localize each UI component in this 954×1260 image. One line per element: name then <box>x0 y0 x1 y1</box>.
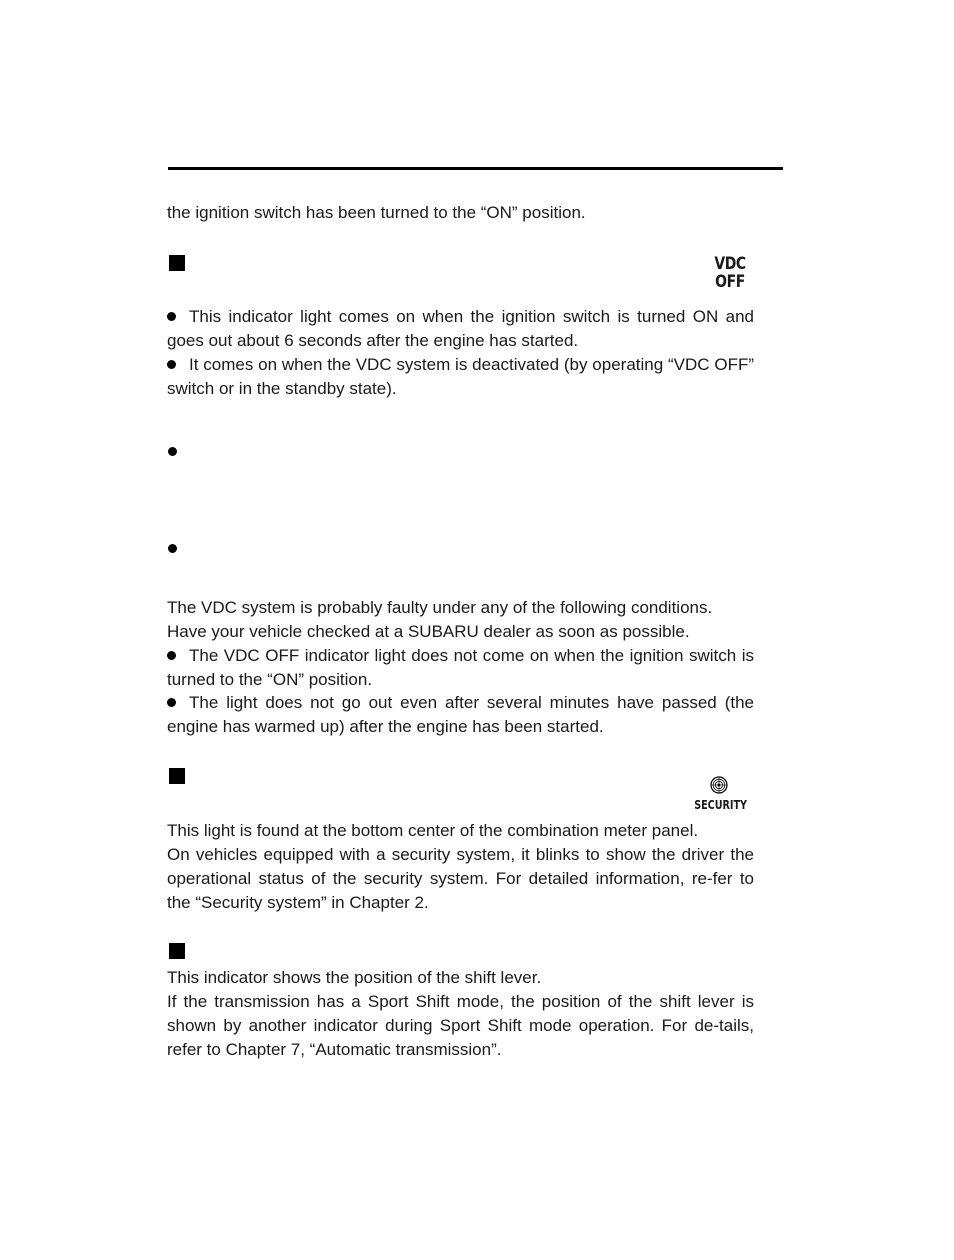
section-marker-security <box>169 768 185 784</box>
security-paragraph-2: On vehicles equipped with a security system, it blinks to show the driver the operational status of the security system. For detailed information, re-fer to the “Security system” in Chapter 2. <box>167 845 754 912</box>
security-icon-label: SECURITY <box>694 798 747 812</box>
vdc-faulty-intro-2: Have your vehicle checked at a SUBARU dealer as soon as possible. <box>167 622 690 641</box>
vdc-bullet-2: It comes on when the VDC system is deactivated (by operating “VDC OFF” switch or in the standby state). <box>167 355 754 398</box>
bullet-icon <box>167 698 176 707</box>
vdc-off-icon <box>712 255 748 291</box>
shift-paragraph-2: If the transmission has a Sport Shift mode, the position of the shift lever is shown by another indicator during Sport Shift mode operation. For de-tails, refer to Chapter 7, “Automatic transmission”. <box>167 992 754 1059</box>
bullet-icon <box>167 651 176 660</box>
security-paragraph-1: This light is found at the bottom center of the combination meter panel. <box>167 821 699 840</box>
security-circle-icon <box>710 776 728 794</box>
security-indicator-icon <box>688 776 750 812</box>
shift-paragraph-1: This indicator shows the position of the shift lever. <box>167 968 542 987</box>
vdc-bullet-1: This indicator light comes on when the ignition switch is turned ON and goes out about 6 seconds after the engine has started. <box>167 307 754 350</box>
vdc-icon-line2: OFF <box>715 272 745 292</box>
intro-text: the ignition switch has been turned to the “ON” position. <box>167 203 586 222</box>
section-marker-shift <box>169 943 185 959</box>
bullet-icon <box>168 447 177 456</box>
header-rule <box>168 167 783 170</box>
bullet-icon <box>167 360 176 369</box>
vdc-icon-line1: VDC <box>714 254 746 274</box>
section-marker-vdc <box>169 255 185 271</box>
vdc-faulty-bullet-2: The light does not go out even after several minutes have passed (the engine has warmed up) after the engine has been started. <box>167 693 754 736</box>
vdc-faulty-intro-1: The VDC system is probably faulty under any of the following conditions. <box>167 598 713 617</box>
bullet-icon <box>168 544 177 553</box>
vdc-faulty-bullet-1: The VDC OFF indicator light does not come on when the ignition switch is turned to the “ON” position. <box>167 646 754 689</box>
bullet-icon <box>167 312 176 321</box>
